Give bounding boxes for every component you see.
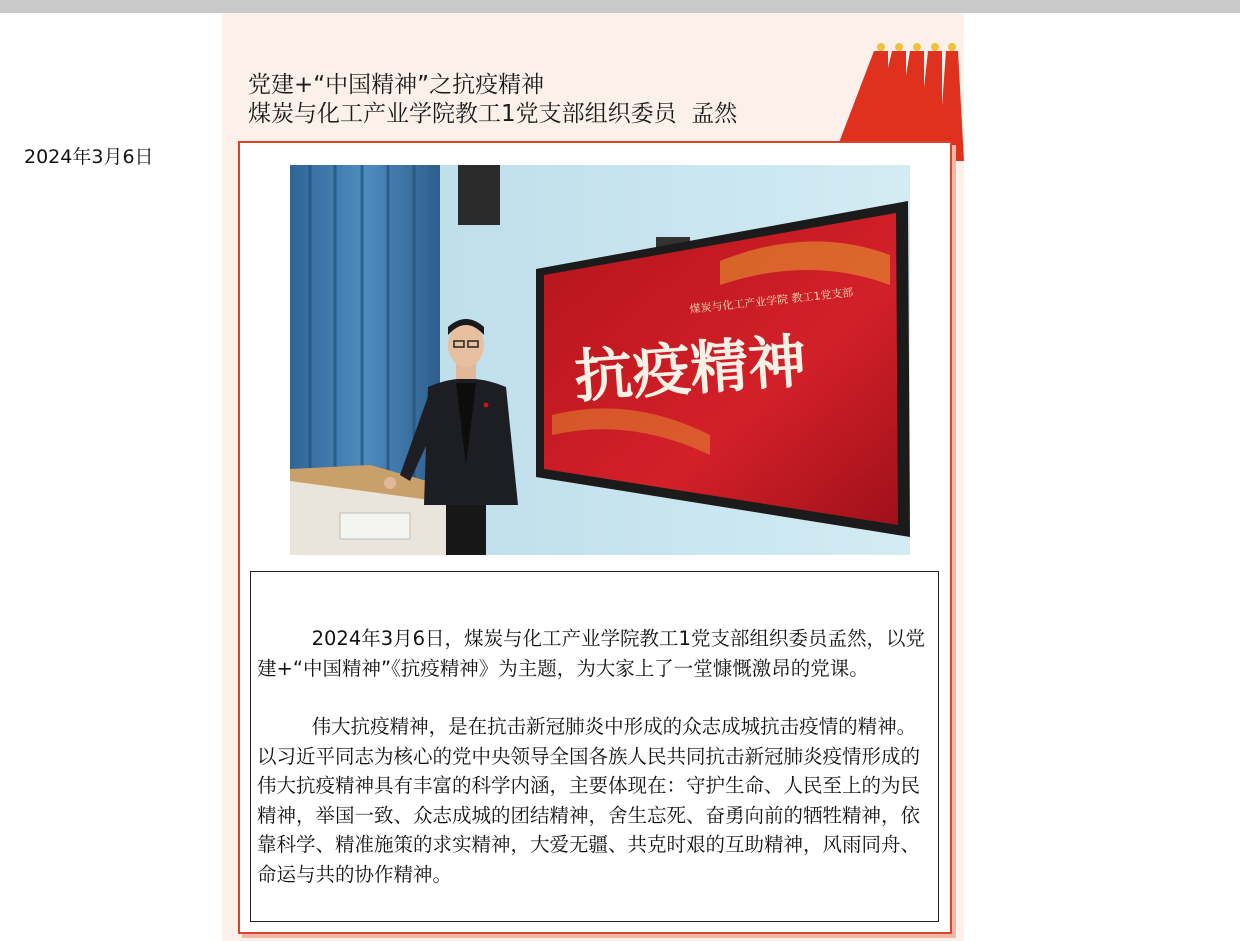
post-date: 2024年3月6日 (24, 146, 154, 168)
article-paragraph-2: 伟大抗疫精神，是在抗击新冠肺炎中形成的众志成城抗击疫情的精神。以习近平同志为核心的党中央领导全国各族人民共同抗击新冠肺炎疫情形成的伟大抗疫精神具有丰富的科学内涵，主要体现在：守护生命、人民至上的为民精神，举国一致、众志成城的团结精神，舍生忘死、奋勇向前的牺牲精神，依靠科学、精准施策的求实精神，大爱无疆、共克时艰的互助精神，风雨同舟、命运与共的协作精神。 (257, 715, 921, 886)
article-text-box (250, 571, 939, 922)
poster-title-line2: 煤炭与化工产业学院教工1党支部组织委员 孟然 (248, 101, 738, 127)
screen-org-line: 煤炭与化工产业学院 教工1党支部 (688, 285, 854, 316)
content-frame (238, 141, 952, 934)
poster-title-line1: 党建+“中国精神”之抗疫精神 (248, 72, 545, 98)
top-status-bar (0, 0, 1240, 13)
screen-heading: 抗疫精神 (572, 326, 809, 411)
poster (222, 13, 964, 941)
poster-title (248, 71, 737, 129)
lecture-photo (290, 165, 910, 555)
article-paragraph-1: 2024年3月6日，煤炭与化工产业学院教工1党支部组织委员孟然，以党建+“中国精神”《抗疫精神》为主题，为大家上了一堂慷慨激昂的党课。 (257, 627, 925, 680)
